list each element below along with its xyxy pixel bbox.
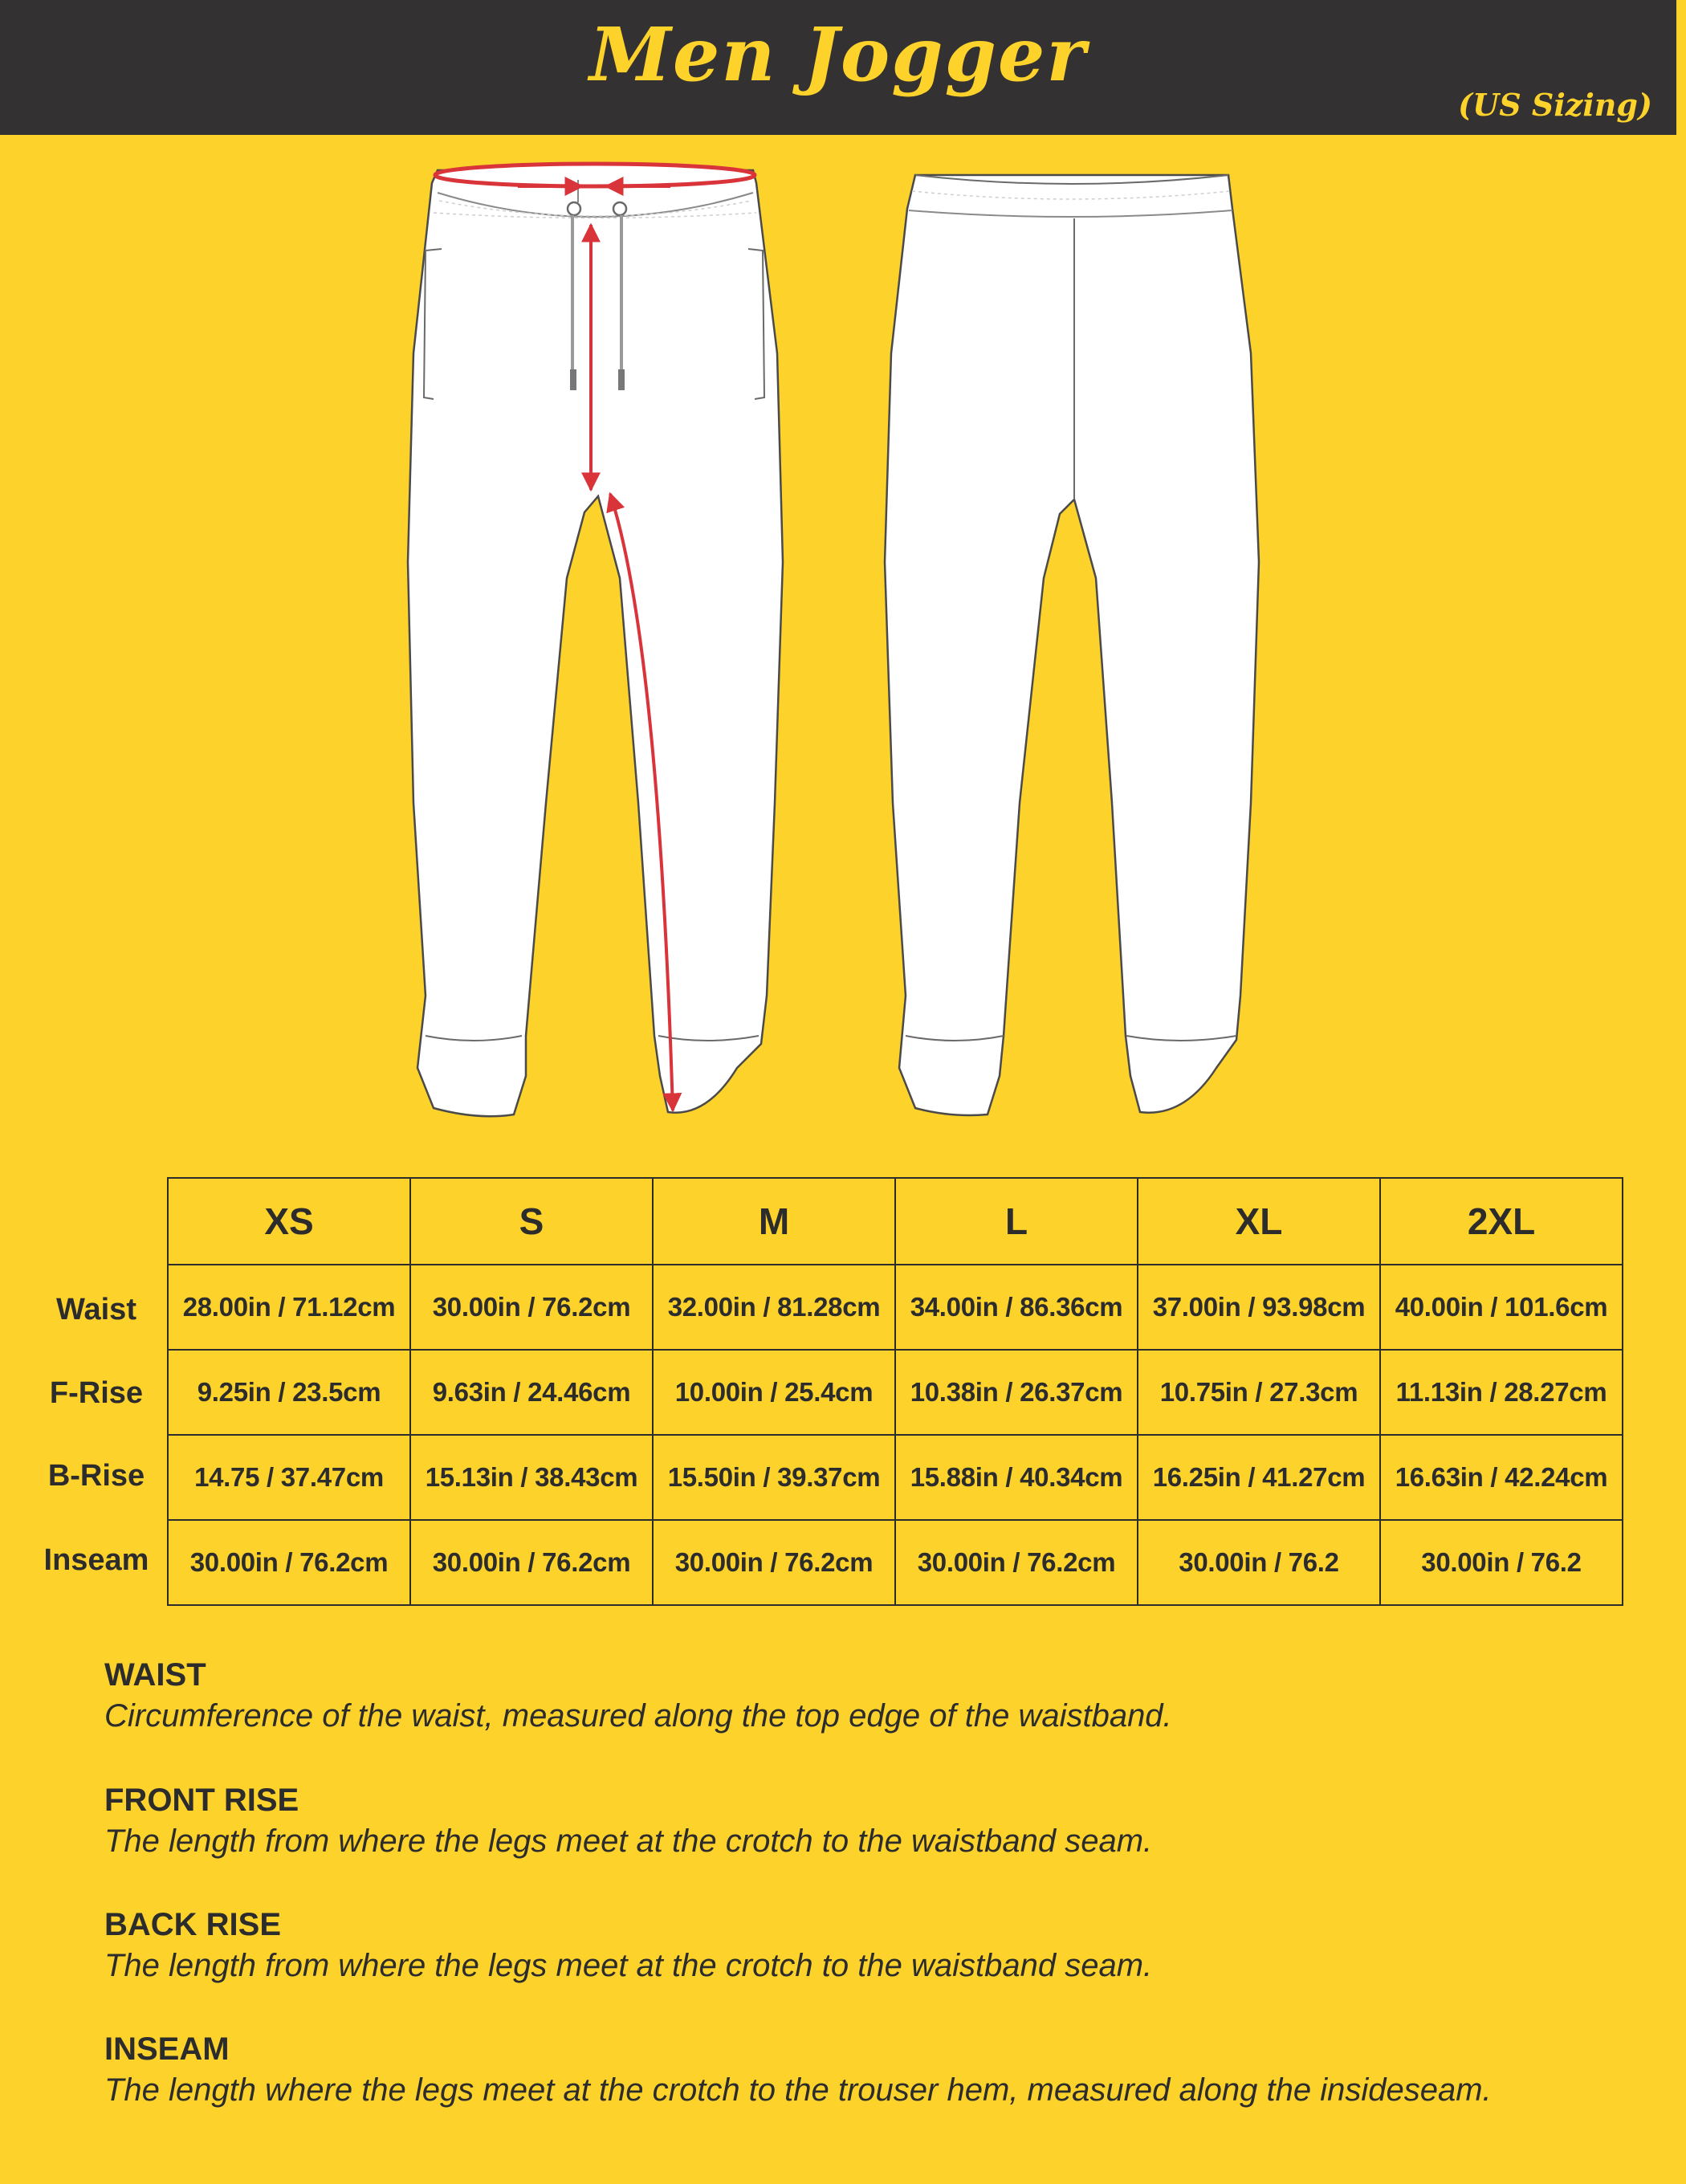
- definition-term: BACK RISE: [104, 1907, 282, 1942]
- table-cell: 15.50in / 39.37cm: [653, 1435, 895, 1520]
- definition-term: WAIST: [104, 1657, 206, 1693]
- size-table: [167, 1177, 1623, 1606]
- definition-description: Circumference of the waist, measured along the top edge of the waistband.: [104, 1698, 1172, 1734]
- table-row: [168, 1265, 1623, 1350]
- size-header-xs: XS: [168, 1178, 410, 1265]
- table-cell: 10.75in / 27.3cm: [1138, 1350, 1380, 1435]
- definition-term: INSEAM: [104, 2031, 230, 2067]
- table-cell: 9.63in / 24.46cm: [410, 1350, 653, 1435]
- table-cell: 32.00in / 81.28cm: [653, 1265, 895, 1350]
- table-cell: 15.13in / 38.43cm: [410, 1435, 653, 1520]
- page-title: Men Jogger: [589, 11, 1087, 98]
- table-cell: 30.00in / 76.2: [1380, 1520, 1623, 1605]
- table-row: [168, 1350, 1623, 1435]
- table-cell: 15.88in / 40.34cm: [895, 1435, 1138, 1520]
- size-header-l: L: [895, 1178, 1138, 1265]
- table-cell: 37.00in / 93.98cm: [1138, 1265, 1380, 1350]
- row-label-inseam: Inseam: [43, 1543, 149, 1577]
- table-cell: 28.00in / 71.12cm: [168, 1265, 410, 1350]
- table-cell: 16.63in / 42.24cm: [1380, 1435, 1623, 1520]
- table-cell: 30.00in / 76.2cm: [653, 1520, 895, 1605]
- table-row: [168, 1520, 1623, 1605]
- row-label-back-rise: B-Rise: [47, 1459, 145, 1493]
- sizing-subtitle: (US Sizing): [1458, 87, 1652, 123]
- jogger-back-illustration: [885, 175, 1259, 1115]
- table-cell: 30.00in / 76.2cm: [410, 1520, 653, 1605]
- definition-inseam: [104, 2033, 1492, 2107]
- table-cell: 16.25in / 41.27cm: [1138, 1435, 1380, 1520]
- table-cell: 30.00in / 76.2cm: [410, 1265, 653, 1350]
- table-cell: 10.00in / 25.4cm: [653, 1350, 895, 1435]
- table-cell: 34.00in / 86.36cm: [895, 1265, 1138, 1350]
- definition-front-rise: [104, 1784, 1152, 1858]
- definition-waist: [104, 1659, 1172, 1733]
- table-cell: 30.00in / 76.2: [1138, 1520, 1380, 1605]
- table-cell: 10.38in / 26.37cm: [895, 1350, 1138, 1435]
- table-cell: 40.00in / 101.6cm: [1380, 1265, 1623, 1350]
- definition-back-rise: [104, 1909, 1152, 1982]
- size-header-xl: XL: [1138, 1178, 1380, 1265]
- definition-description: The length where the legs meet at the crotch to the trouser hem, measured along the insideseam.: [104, 2072, 1492, 2108]
- definition-term: FRONT RISE: [104, 1783, 299, 1818]
- definition-description: The length from where the legs meet at the crotch to the waistband seam.: [104, 1823, 1153, 1859]
- table-cell: 11.13in / 28.27cm: [1380, 1350, 1623, 1435]
- jogger-front-illustration: [408, 164, 783, 1116]
- row-label-waist: Waist: [56, 1293, 136, 1326]
- size-header-m: M: [653, 1178, 895, 1265]
- size-header-s: S: [410, 1178, 653, 1265]
- table-cell: 30.00in / 76.2cm: [168, 1520, 410, 1605]
- table-row: [168, 1435, 1623, 1520]
- size-header-row: [168, 1178, 1623, 1265]
- row-label-front-rise: F-Rise: [49, 1376, 144, 1410]
- table-cell: 9.25in / 23.5cm: [168, 1350, 410, 1435]
- table-cell: 30.00in / 76.2cm: [895, 1520, 1138, 1605]
- table-cell: 14.75 / 37.47cm: [168, 1435, 410, 1520]
- size-header-2xl: 2XL: [1380, 1178, 1623, 1265]
- definition-description: The length from where the legs meet at the crotch to the waistband seam.: [104, 1948, 1153, 1983]
